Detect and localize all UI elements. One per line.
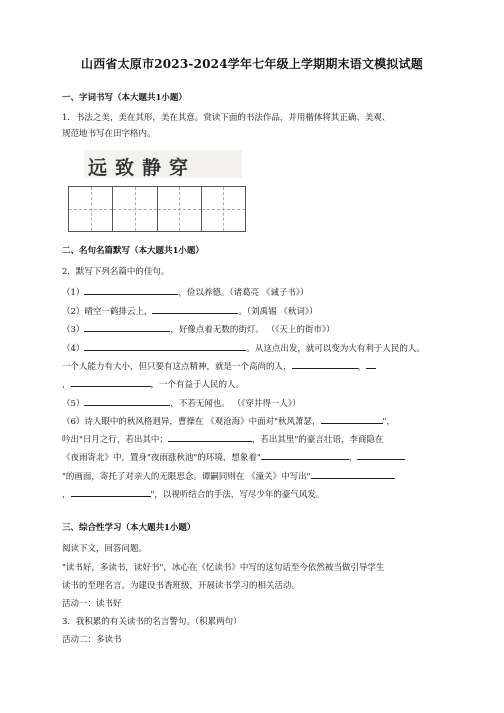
q2-item-4-cont: 一个人能力有大小，但只要有这点精神，就是一个高尚的人， ， bbox=[62, 359, 376, 373]
answer-blank[interactable] bbox=[84, 285, 178, 295]
tianzige-grid[interactable] bbox=[68, 186, 246, 232]
calligraphy-characters: 远致静穿 bbox=[88, 157, 197, 179]
tianzige-cell[interactable] bbox=[113, 187, 157, 231]
answer-blank[interactable] bbox=[311, 469, 395, 479]
answer-blank[interactable] bbox=[292, 359, 358, 369]
q2-item-3: （3） ，好像点着无数的街灯。 （《天上的街市》） bbox=[62, 322, 335, 336]
answer-blank[interactable] bbox=[84, 341, 246, 351]
activity-2-label: 活动二：多读书 bbox=[62, 635, 122, 645]
q2-item-5: （5） ，不若无闻也。 （《穿井得一人》） bbox=[62, 396, 301, 410]
q2-item-1: （1） ，俭以养德。（诸葛亮 《诫子书》） bbox=[62, 285, 309, 299]
tianzige-cell[interactable] bbox=[69, 187, 113, 231]
calligraphy-artwork bbox=[84, 150, 242, 178]
tianzige-cell[interactable] bbox=[202, 187, 245, 231]
q2-item-4: （4） 。从这点出发，就可以变为大有利于人民的人。 bbox=[62, 341, 425, 355]
q2-item-2: （2）晴空一鹤排云上， 。（刘禹锡 《秋词》） bbox=[62, 304, 318, 318]
tianzige-cell[interactable] bbox=[158, 187, 202, 231]
answer-blank[interactable] bbox=[366, 359, 376, 369]
page-title: 山西省太原市2023-2024学年七年级上学期期末语文模拟试题 bbox=[81, 57, 423, 71]
q1-text-line1: 1．书法之美，美在其形，美在其意。赏读下面的书法作品，并用楷体将其正确、美观、 bbox=[62, 113, 391, 123]
answer-blank[interactable] bbox=[357, 450, 405, 460]
answer-blank[interactable] bbox=[84, 322, 170, 332]
q2-item-6-cont2: 《夜雨寄北》中，置身"夜雨涨秋池"的环境，想象着" ， bbox=[62, 450, 405, 464]
answer-blank[interactable] bbox=[152, 304, 238, 314]
q2-item-6-cont: 吟出"日月之行，若出其中； ，若出其里"的豪言壮语，李商隐在 bbox=[62, 432, 383, 446]
answer-blank[interactable] bbox=[321, 414, 383, 424]
answer-blank[interactable] bbox=[261, 450, 349, 460]
q3-text: 3．我积累的有关读书的名言警句。（积累两句） bbox=[62, 617, 242, 627]
q2-item-6: （6）诗人眼中的秋风格迥异，曹操在 《观沧海》中面对"秋风萧瑟， "， bbox=[62, 414, 395, 428]
s3-instruction: 阅读下文，回答问题。 bbox=[62, 544, 148, 554]
q2-item-6-cont4: ， "，以视听结合的手法，写尽少年的豪气风发。 bbox=[62, 487, 324, 501]
section-heading-3: 三、综合性学习（本大题共1小题） bbox=[62, 523, 196, 533]
s3-paragraph-line1: "读书好，多读书，读好书"，冰心在《忆读书》中写的这句话至今依然被当做引导学生 bbox=[62, 563, 385, 573]
answer-blank[interactable] bbox=[168, 432, 252, 442]
answer-blank[interactable] bbox=[71, 377, 151, 387]
section-heading-2: 二、名句名篇默写（本大题共1小题） bbox=[62, 246, 204, 256]
q2-intro: 2．默写下列名篇中的佳句。 bbox=[62, 267, 170, 277]
answer-blank[interactable] bbox=[71, 487, 151, 497]
s3-paragraph-line2: 读书的至理名言。为建设书香班级，开展读书学习的相关活动。 bbox=[62, 581, 301, 591]
activity-1-label: 活动一：读书好 bbox=[62, 599, 122, 609]
section-heading-1: 一、字词书写（本大题共1小题） bbox=[62, 93, 187, 103]
q2-item-4-cont2: ， ，一个有益于人民的人。 bbox=[62, 377, 244, 391]
answer-blank[interactable] bbox=[84, 396, 170, 406]
q2-item-6-cont3: "的画面，寄托了对亲人的无限思念。谭嗣同则在 《潼关》中写出" bbox=[62, 469, 395, 483]
q1-text-line2: 规范地书写在田字格内。 bbox=[62, 129, 156, 139]
